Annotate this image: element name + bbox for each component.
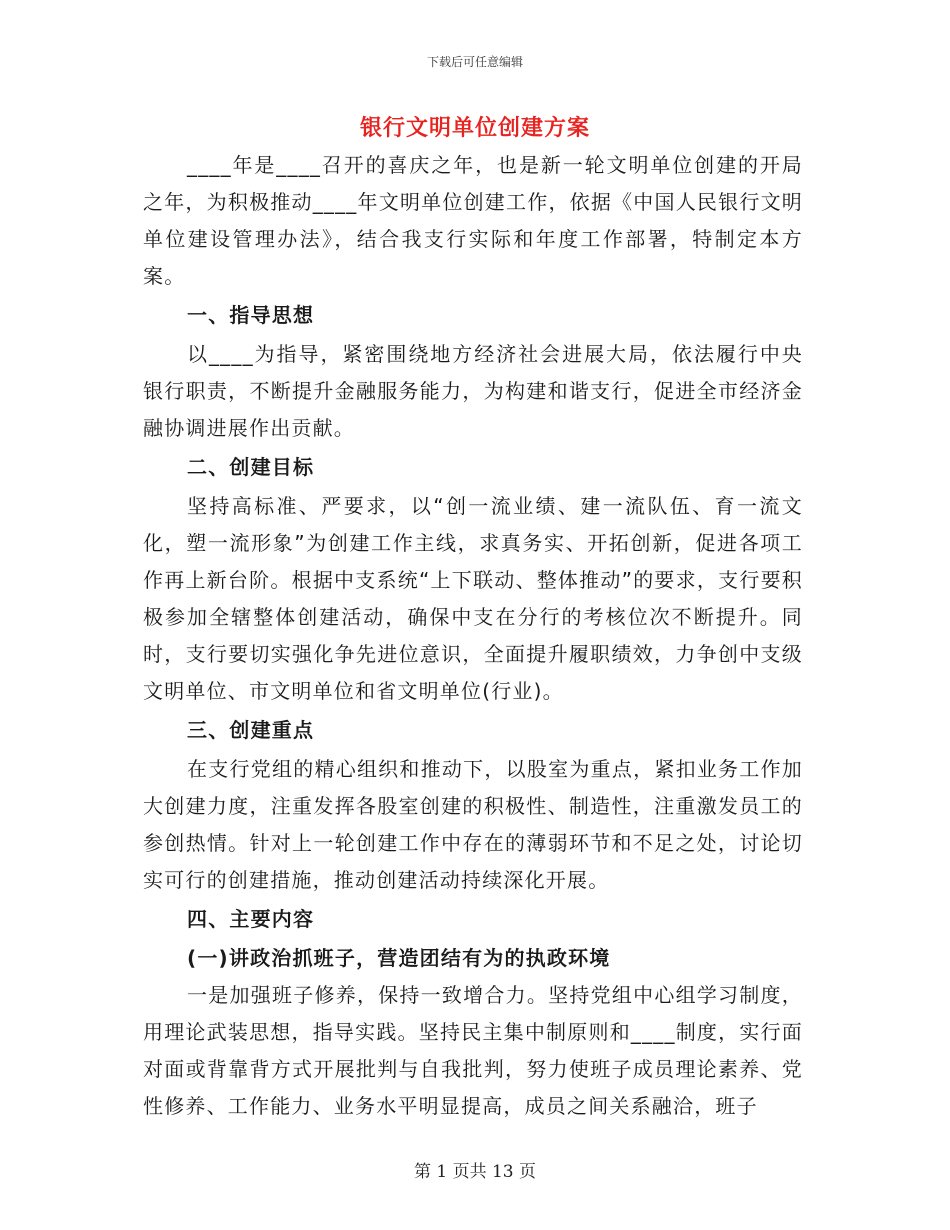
- subheading-politics: (一)讲政治抓班子，营造团结有为的执政环境: [187, 946, 611, 970]
- heading-focus: 三、创建重点: [187, 718, 315, 742]
- paragraph-guiding-ideology: 以____为指导，紧密围绕地方经济社会进展大局，依法履行中央银行职责，不断提升金融服务能力，为构建和谐支行，促进全市经济金融协调进展作出贡献。: [143, 342, 803, 440]
- heading-guiding-ideology: 一、指导思想: [187, 303, 315, 327]
- paragraph-focus: 在支行党组的精心组织和推动下，以股室为重点，紧扣业务工作加大创建力度，注重发挥各股室创建的积极性、制造性，注重激发员工的参创热情。针对上一轮创建工作中存在的薄弱环节和不足之处，讨论切实可行的创建措施，推动创建活动持续深化开展。: [143, 757, 803, 892]
- heading-main-content: 四、主要内容: [187, 907, 315, 931]
- heading-goals: 二、创建目标: [187, 455, 315, 479]
- paragraph-intro: ____年是____召开的喜庆之年，也是新一轮文明单位创建的开局之年，为积极推动____年文明单位创建工作，依据《中国人民银行文明单位建设管理办法》，结合我支行实际和年度工作部署，特制定本方案。: [143, 153, 803, 288]
- paragraph-goals: 坚持高标准、严要求，以“创一流业绩、建一流队伍、育一流文化，塑一流形象”为创建工作主线，求真务实、开拓创新，促进各项工作再上新台阶。根据中支系统“上下联动、整体推动”的要求，支行要积极参加全辖整体创建活动，确保中支在分行的考核位次不断提升。同时，支行要切实强化争先进位意识，全面提升履职绩效，力争创中支级文明单位、市文明单位和省文明单位(行业)。: [143, 494, 803, 703]
- document-body: [143, 147, 803, 1125]
- document-title: 银行文明单位创建方案: [359, 116, 590, 141]
- page-indicator: 第 1 页共 13 页: [413, 1162, 537, 1182]
- paragraph-politics: 一是加强班子修养，保持一致增合力。坚持党组中心组学习制度，用理论武装思想，指导实践。坚持民主集中制原则和____制度，实行面对面或背靠背方式开展批判与自我批判，努力使班子成员理论素养、党性修养、工作能力、业务水平明显提高，成员之间关系融洽，班子: [143, 983, 803, 1118]
- header-note: 下载后可任意编辑: [426, 55, 523, 69]
